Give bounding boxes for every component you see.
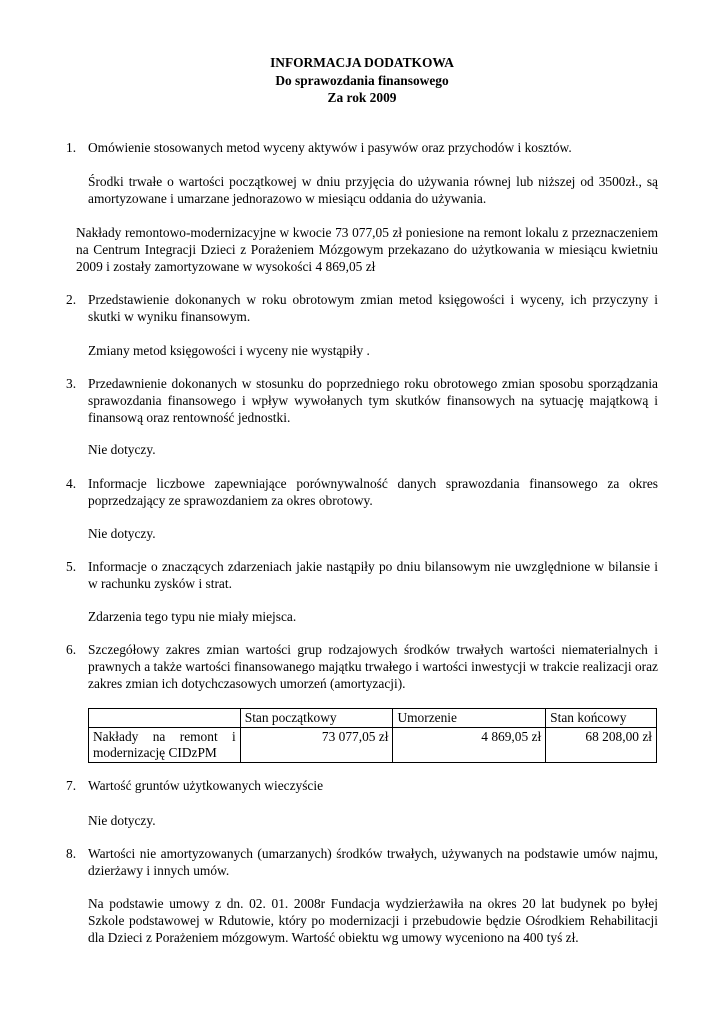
table-header-cell: Stan początkowy: [240, 709, 393, 728]
document-subtitle: Do sprawozdania finansowego: [275, 72, 449, 88]
section-number: 2.: [66, 292, 77, 307]
section-title: Szczegółowy zakres zmian wartości grup rodzajowych środków trwałych wartości niematerialnych i prawnych a także wartości finansowanego majątku trwałego i wartości inwestycji w trakcie realizacji oraz zakres zmian ich dotychczasowych umorzeń (amortyzacji).: [88, 642, 658, 691]
section-title: Wartości nie amortyzowanych (umarzanych) środków trwałych, używanych na podstawie umów najmu, dzierżawy i innych umów.: [88, 846, 658, 878]
table-cell-value: 68 208,00 zł: [546, 728, 657, 763]
section-4: [66, 475, 658, 509]
table-cell-value: 73 077,05 zł: [240, 728, 393, 763]
section-number: 5.: [66, 559, 77, 574]
table-header-cell: [89, 709, 241, 728]
section-title: Wartość gruntów użytkowanych wieczyście: [88, 778, 324, 793]
section-1: [66, 139, 658, 156]
table-header-cell: Umorzenie: [393, 709, 546, 728]
document-year: Za rok 2009: [327, 90, 397, 105]
section-4-paragraph-1: Nie dotyczy.: [88, 526, 156, 541]
section-number: 1.: [66, 140, 77, 155]
section-number: 8.: [66, 846, 77, 861]
section-7-paragraph-1: Nie dotyczy.: [88, 813, 156, 828]
section-title: Informacje o znaczących zdarzeniach jakie nastąpiły po dniu bilansowym nie uwzględnione w bilansie i w rachunku zysków i strat.: [88, 559, 658, 591]
section-2: [66, 291, 658, 325]
table-cell-label: Nakłady na remont i modernizację CIDzPM: [89, 728, 241, 763]
section-title: Przedstawienie dokonanych w roku obrotowym zmian metod księgowości i wyceny, ich przyczyny i skutki w wyniku finansowym.: [88, 292, 658, 324]
section-6: [66, 641, 658, 692]
document-title: INFORMACJA DODATKOWA: [270, 55, 454, 70]
section-7: [66, 777, 658, 794]
table-row: [89, 728, 657, 763]
section-title: Przedawnienie dokonanych w stosunku do poprzedniego roku obrotowego zmian sposobu sporządzania sprawozdania finansowego i wpływ wywołanych tym skutków finansowych na sytuację majątkową i finansową oraz rentowność jednostki.: [88, 376, 658, 425]
section-title: Omówienie stosowanych metod wyceny aktywów i pasywów oraz przychodów i kosztów.: [88, 140, 572, 155]
section-8: [66, 845, 658, 879]
section-3-paragraph-1: Nie dotyczy.: [88, 442, 156, 457]
table-cell-value: 4 869,05 zł: [393, 728, 546, 763]
section-number: 4.: [66, 476, 77, 491]
section-number: 7.: [66, 778, 77, 793]
section-8-paragraph-1: Na podstawie umowy z dn. 02. 01. 2008r Fundacja wydzierżawiła na okres 20 lat budynek po byłej Szkole podstawowej w Rdutowie, który po modernizacji i przebudowie będzie Ośrodkiem Rehabilitacji dla Dzieci z Porażeniem mózgowym. Wartość obiektu wg umowy wyceniono na 400 tyś zł.: [88, 896, 658, 945]
section-3: [66, 375, 658, 426]
section-number: 6.: [66, 642, 77, 657]
section-1-paragraph-1: Środki trwałe o wartości początkowej w dniu przyjęcia do używania równej lub niższej od 3500zł., są amortyzowane i umarzane jednorazowo w miesiącu oddania do używania.: [88, 174, 658, 206]
asset-changes-table: [88, 708, 657, 763]
section-5: [66, 558, 658, 592]
table-header-cell: Stan końcowy: [546, 709, 657, 728]
section-5-paragraph-1: Zdarzenia tego typu nie miały miejsca.: [88, 609, 297, 624]
section-title: Informacje liczbowe zapewniające porównywalność danych sprawozdania finansowego za okres poprzedzający ze sprawozdaniem za okres obrotowy.: [88, 476, 658, 508]
table-header-row: [89, 709, 657, 728]
section-2-paragraph-1: Zmiany metod księgowości i wyceny nie wystąpiły .: [88, 343, 370, 358]
document-header: [0, 54, 724, 107]
section-number: 3.: [66, 376, 77, 391]
section-1-paragraph-2: Nakłady remontowo-modernizacyjne w kwocie 73 077,05 zł poniesione na remont lokalu z przeznaczeniem na Centrum Integracji Dzieci z Porażeniem Mózgowym przekazano do użytkowania w miesiącu kwietniu 2009 i zostały zamortyzowane w wysokości 4 869,05 zł: [76, 225, 658, 274]
